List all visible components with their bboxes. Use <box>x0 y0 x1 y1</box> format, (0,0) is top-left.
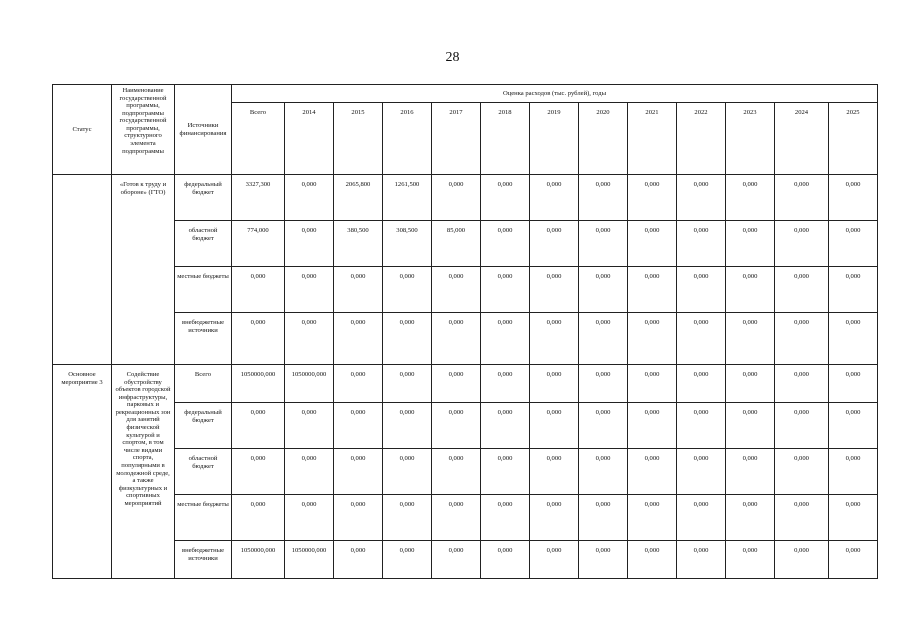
header-year: 2014 <box>285 103 334 175</box>
value-cell: 0,000 <box>530 495 579 541</box>
header-year: 2024 <box>775 103 829 175</box>
value-cell: 0,000 <box>334 313 383 365</box>
value-cell: 0,000 <box>285 313 334 365</box>
value-cell: 0,000 <box>383 403 432 449</box>
header-year: 2018 <box>481 103 530 175</box>
value-cell: 0,000 <box>628 175 677 221</box>
funding-source-cell: областной бюджет <box>175 221 232 267</box>
value-cell: 0,000 <box>232 403 285 449</box>
header-name: Наименование государственной программы, подпрограммы государственной программы, структурного элемента подпрограммы <box>112 85 175 175</box>
value-cell: 0,000 <box>530 365 579 403</box>
table-row <box>53 495 878 541</box>
value-cell: 0,000 <box>677 403 726 449</box>
value-cell: 0,000 <box>383 267 432 313</box>
value-cell: 0,000 <box>285 495 334 541</box>
header-status: Статус <box>53 85 112 175</box>
table-row <box>53 175 878 221</box>
value-cell: 0,000 <box>726 541 775 579</box>
value-cell: 0,000 <box>334 449 383 495</box>
value-cell: 0,000 <box>829 313 878 365</box>
expense-table <box>52 84 878 579</box>
value-cell: 0,000 <box>383 449 432 495</box>
funding-source-cell: внебюджетные источники <box>175 313 232 365</box>
header-year: 2020 <box>579 103 628 175</box>
value-cell: 0,000 <box>628 403 677 449</box>
value-cell: 0,000 <box>481 175 530 221</box>
header-year: 2022 <box>677 103 726 175</box>
value-cell: 0,000 <box>628 495 677 541</box>
value-cell: 0,000 <box>579 313 628 365</box>
value-cell: 3327,300 <box>232 175 285 221</box>
value-cell: 0,000 <box>530 449 579 495</box>
value-cell: 0,000 <box>829 495 878 541</box>
value-cell: 0,000 <box>481 267 530 313</box>
header-year: Всего <box>232 103 285 175</box>
value-cell: 0,000 <box>383 313 432 365</box>
value-cell: 0,000 <box>530 313 579 365</box>
value-cell: 0,000 <box>775 267 829 313</box>
table-row <box>53 449 878 495</box>
value-cell: 0,000 <box>579 365 628 403</box>
value-cell: 1050000,000 <box>285 541 334 579</box>
header-estimate: Оценка расходов (тыс. рублей), годы <box>232 85 878 103</box>
value-cell: 0,000 <box>432 365 481 403</box>
value-cell: 0,000 <box>628 365 677 403</box>
value-cell: 0,000 <box>481 221 530 267</box>
value-cell: 0,000 <box>775 449 829 495</box>
funding-source-cell: федеральный бюджет <box>175 403 232 449</box>
value-cell: 0,000 <box>530 403 579 449</box>
value-cell: 0,000 <box>232 267 285 313</box>
value-cell: 0,000 <box>579 267 628 313</box>
header-year: 2025 <box>829 103 878 175</box>
value-cell: 0,000 <box>432 313 481 365</box>
value-cell: 0,000 <box>579 541 628 579</box>
value-cell: 0,000 <box>432 267 481 313</box>
value-cell: 0,000 <box>677 221 726 267</box>
table-row <box>53 313 878 365</box>
value-cell: 0,000 <box>432 495 481 541</box>
funding-source-cell: внебюджетные источники <box>175 541 232 579</box>
funding-source-cell: местные бюджеты <box>175 495 232 541</box>
value-cell: 85,000 <box>432 221 481 267</box>
value-cell: 0,000 <box>726 449 775 495</box>
value-cell: 0,000 <box>775 175 829 221</box>
value-cell: 0,000 <box>432 541 481 579</box>
value-cell: 0,000 <box>628 541 677 579</box>
value-cell: 0,000 <box>285 449 334 495</box>
page-number: 28 <box>445 50 460 65</box>
value-cell: 0,000 <box>530 175 579 221</box>
value-cell: 0,000 <box>726 267 775 313</box>
header-source: Источники финансирования <box>175 85 232 175</box>
value-cell: 0,000 <box>628 449 677 495</box>
funding-source-cell: федеральный бюджет <box>175 175 232 221</box>
value-cell: 308,500 <box>383 221 432 267</box>
header-year: 2017 <box>432 103 481 175</box>
value-cell: 0,000 <box>530 541 579 579</box>
value-cell: 0,000 <box>677 495 726 541</box>
value-cell: 0,000 <box>677 541 726 579</box>
value-cell: 0,000 <box>334 365 383 403</box>
value-cell: 0,000 <box>232 449 285 495</box>
table-row <box>53 267 878 313</box>
value-cell: 0,000 <box>579 403 628 449</box>
value-cell: 0,000 <box>775 541 829 579</box>
value-cell: 774,000 <box>232 221 285 267</box>
value-cell: 0,000 <box>677 175 726 221</box>
value-cell: 0,000 <box>677 449 726 495</box>
value-cell: 0,000 <box>334 267 383 313</box>
header-year: 2023 <box>726 103 775 175</box>
value-cell: 0,000 <box>285 403 334 449</box>
value-cell: 0,000 <box>829 221 878 267</box>
value-cell: 0,000 <box>232 313 285 365</box>
value-cell: 0,000 <box>481 541 530 579</box>
value-cell: 0,000 <box>432 175 481 221</box>
value-cell: 1050000,000 <box>285 365 334 403</box>
value-cell: 0,000 <box>726 221 775 267</box>
value-cell: 0,000 <box>481 449 530 495</box>
value-cell: 0,000 <box>829 403 878 449</box>
header-year: 2016 <box>383 103 432 175</box>
value-cell: 0,000 <box>334 541 383 579</box>
header-year: 2019 <box>530 103 579 175</box>
value-cell: 1050000,000 <box>232 541 285 579</box>
value-cell: 0,000 <box>775 365 829 403</box>
value-cell: 0,000 <box>628 267 677 313</box>
status-cell <box>53 175 112 365</box>
value-cell: 0,000 <box>481 313 530 365</box>
value-cell: 0,000 <box>530 267 579 313</box>
value-cell: 0,000 <box>775 221 829 267</box>
value-cell: 0,000 <box>285 221 334 267</box>
value-cell: 0,000 <box>829 541 878 579</box>
value-cell: 0,000 <box>285 175 334 221</box>
value-cell: 0,000 <box>232 495 285 541</box>
value-cell: 0,000 <box>579 495 628 541</box>
value-cell: 0,000 <box>726 403 775 449</box>
table-row <box>53 221 878 267</box>
value-cell: 0,000 <box>775 495 829 541</box>
funding-source-cell: местные бюджеты <box>175 267 232 313</box>
value-cell: 1050000,000 <box>232 365 285 403</box>
value-cell: 0,000 <box>383 541 432 579</box>
value-cell: 0,000 <box>677 267 726 313</box>
value-cell: 0,000 <box>383 495 432 541</box>
table-row <box>53 541 878 579</box>
value-cell: 0,000 <box>481 403 530 449</box>
value-cell: 0,000 <box>726 365 775 403</box>
value-cell: 0,000 <box>481 365 530 403</box>
value-cell: 0,000 <box>775 403 829 449</box>
value-cell: 0,000 <box>829 449 878 495</box>
funding-source-cell: Всего <box>175 365 232 403</box>
table-row <box>53 365 878 403</box>
value-cell: 0,000 <box>579 221 628 267</box>
value-cell: 0,000 <box>829 267 878 313</box>
header-row-1 <box>53 85 878 103</box>
value-cell: 0,000 <box>775 313 829 365</box>
value-cell: 0,000 <box>628 313 677 365</box>
value-cell: 0,000 <box>432 403 481 449</box>
element-name-cell: «Готов к труду и обороне» (ГТО) <box>112 175 175 365</box>
value-cell: 0,000 <box>829 175 878 221</box>
funding-source-cell: областной бюджет <box>175 449 232 495</box>
value-cell: 0,000 <box>726 313 775 365</box>
table-row <box>53 403 878 449</box>
value-cell: 0,000 <box>334 403 383 449</box>
value-cell: 0,000 <box>285 267 334 313</box>
value-cell: 0,000 <box>726 495 775 541</box>
value-cell: 0,000 <box>726 175 775 221</box>
value-cell: 2065,800 <box>334 175 383 221</box>
value-cell: 1261,500 <box>383 175 432 221</box>
value-cell: 0,000 <box>677 365 726 403</box>
element-name-cell: Содействие обустройству объектов городской инфраструктуры, парковых и рекреационных зон для занятий физической культурой и спортом, в том числе видами спорта, популярными в молодежной среде, а также физкультурных и спортивных мероприятий <box>112 365 175 579</box>
value-cell: 0,000 <box>677 313 726 365</box>
header-year: 2015 <box>334 103 383 175</box>
value-cell: 0,000 <box>579 449 628 495</box>
header-year: 2021 <box>628 103 677 175</box>
value-cell: 0,000 <box>383 365 432 403</box>
value-cell: 0,000 <box>628 221 677 267</box>
value-cell: 380,500 <box>334 221 383 267</box>
status-cell: Основное мероприятие 3 <box>53 365 112 579</box>
value-cell: 0,000 <box>579 175 628 221</box>
value-cell: 0,000 <box>432 449 481 495</box>
value-cell: 0,000 <box>334 495 383 541</box>
value-cell: 0,000 <box>829 365 878 403</box>
value-cell: 0,000 <box>481 495 530 541</box>
value-cell: 0,000 <box>530 221 579 267</box>
